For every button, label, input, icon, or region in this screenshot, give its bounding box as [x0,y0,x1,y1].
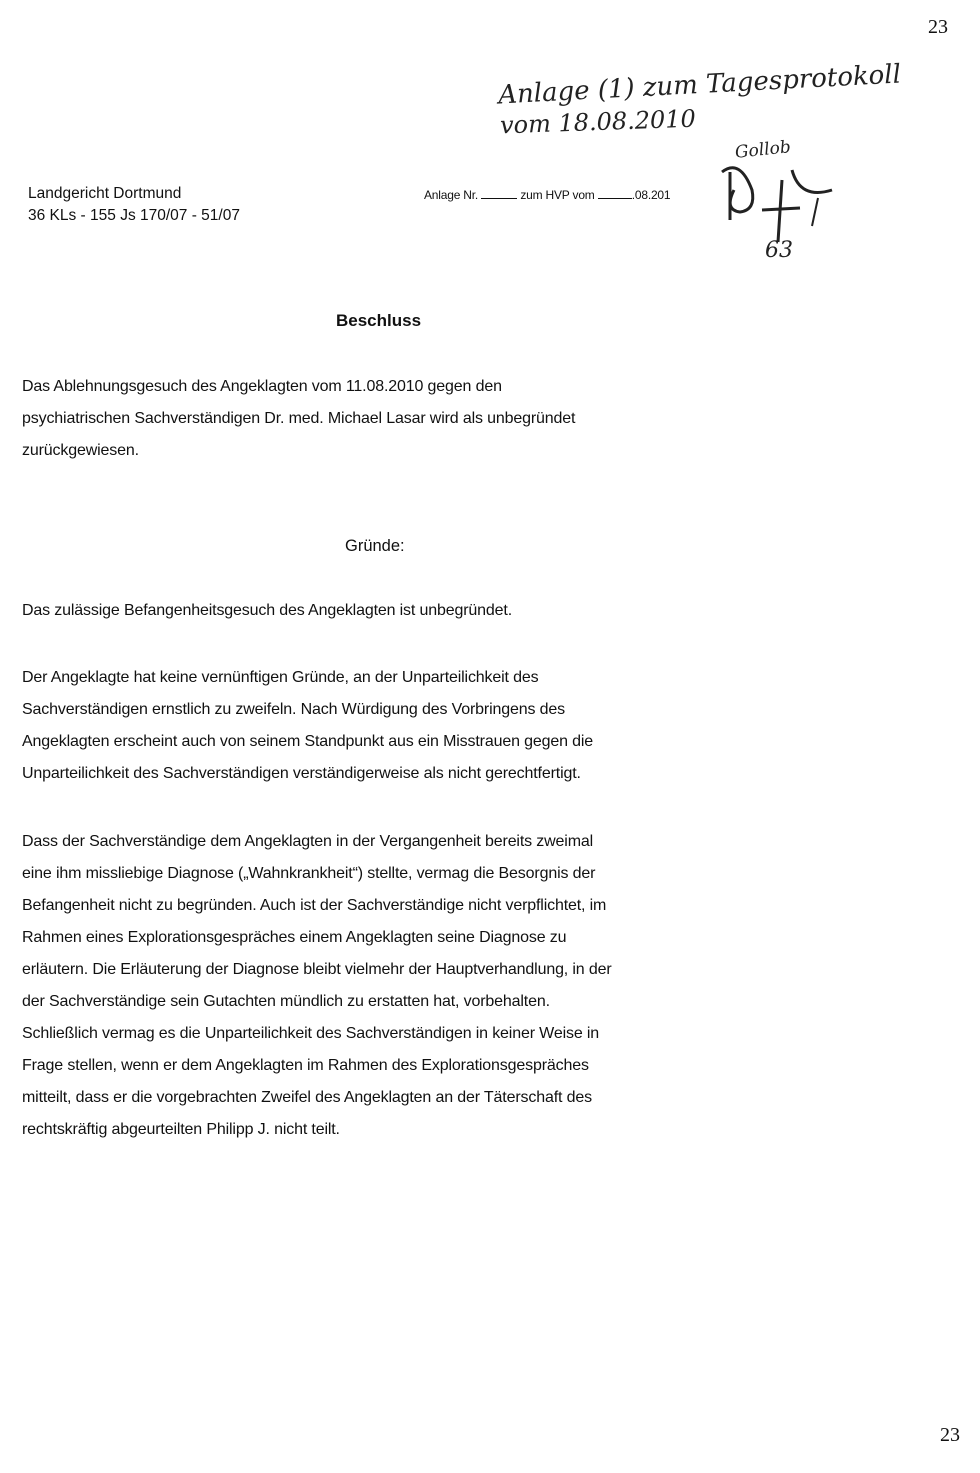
ruling-line: psychiatrischen Sachverständigen Dr. med. Michael Lasar wird als unbegründet [22,410,576,427]
paragraph-1 [22,595,512,627]
paragraph-line: eine ihm missliebige Diagnose („Wahnkrankheit“) stellte, vermag die Besorgnis der [22,865,596,882]
court-header [28,183,240,227]
ruling-line: zurückgewiesen. [22,442,139,459]
paragraph-3 [22,826,612,1146]
anlage-date-suffix: .08.201 [631,188,671,202]
court-name: Landgericht Dortmund [28,185,182,202]
paragraph-line: Schließlich vermag es die Unparteilichkeit des Sachverständigen in keiner Weise in [22,1025,600,1042]
blank-line [598,188,632,199]
paragraph-line: Dass der Sachverständige dem Angeklagten in der Vergangenheit bereits zweimal [22,833,594,850]
handwritten-number: 63 [765,238,793,263]
paragraph-line: Angeklagten erscheint auch von seinem Standpunkt aus ein Misstrauen gegen die [22,733,594,750]
anlage-label: Anlage Nr. [424,188,479,202]
paragraph-line: rechtskräftig abgeurteilten Philipp J. nicht teilt. [22,1121,340,1138]
case-number: 36 KLs - 155 Js 170/07 - 51/07 [28,207,240,224]
paragraph-line: Befangenheit nicht zu begründen. Auch ist der Sachverständige nicht verpflichtet, im [22,897,607,914]
reasons-heading: Gründe: [345,537,405,555]
anlage-line [424,188,670,202]
anlage-middle: zum HVP vom [520,188,595,202]
handwritten-note-line1: Anlage (1) zum Tagesprotokoll [497,59,902,111]
blank-line [481,188,517,199]
paragraph-line: Unparteilichkeit des Sachverständigen verständigerweise als nicht gerechtfertigt. [22,765,581,782]
paragraph-line: Sachverständigen ernstlich zu zweifeln. Nach Würdigung des Vorbringens des [22,701,565,718]
ruling-line: Das Ablehnungsgesuch des Angeklagten vom 11.08.2010 gegen den [22,378,502,395]
page-title: Beschluss [336,311,422,330]
paragraph-line: Das zulässige Befangenheitsgesuch des Angeklagten ist unbegründet. [22,602,513,619]
paragraph-line: Frage stellen, wenn er dem Angeklagten im Rahmen des Explorationsgespräches [22,1057,589,1074]
paragraph-2 [22,662,593,790]
paragraph-line: erläutern. Die Erläuterung der Diagnose bleibt vielmehr der Hauptverhandlung, in der [22,961,612,978]
paragraph-line: Rahmen eines Explorationsgespräches einem Angeklagten seine Diagnose zu [22,929,567,946]
paragraph-line: Der Angeklagte hat keine vernünftigen Gründe, an der Unparteilichkeit des [22,669,539,686]
paragraph-line: mitteilt, dass er die vorgebrachten Zweifel des Angeklagten an der Täterschaft des [22,1089,592,1106]
ruling-block [22,371,575,467]
page-number-bottom: 23 [940,1424,960,1446]
handwritten-note-line2: vom 18.08.2010 [499,104,697,140]
paragraph-line: der Sachverständige sein Gutachten mündlich zu erstatten hat, vorbehalten. [22,993,550,1010]
handwritten-initials: Gollob [734,137,792,163]
page-number-top: 23 [928,16,948,38]
